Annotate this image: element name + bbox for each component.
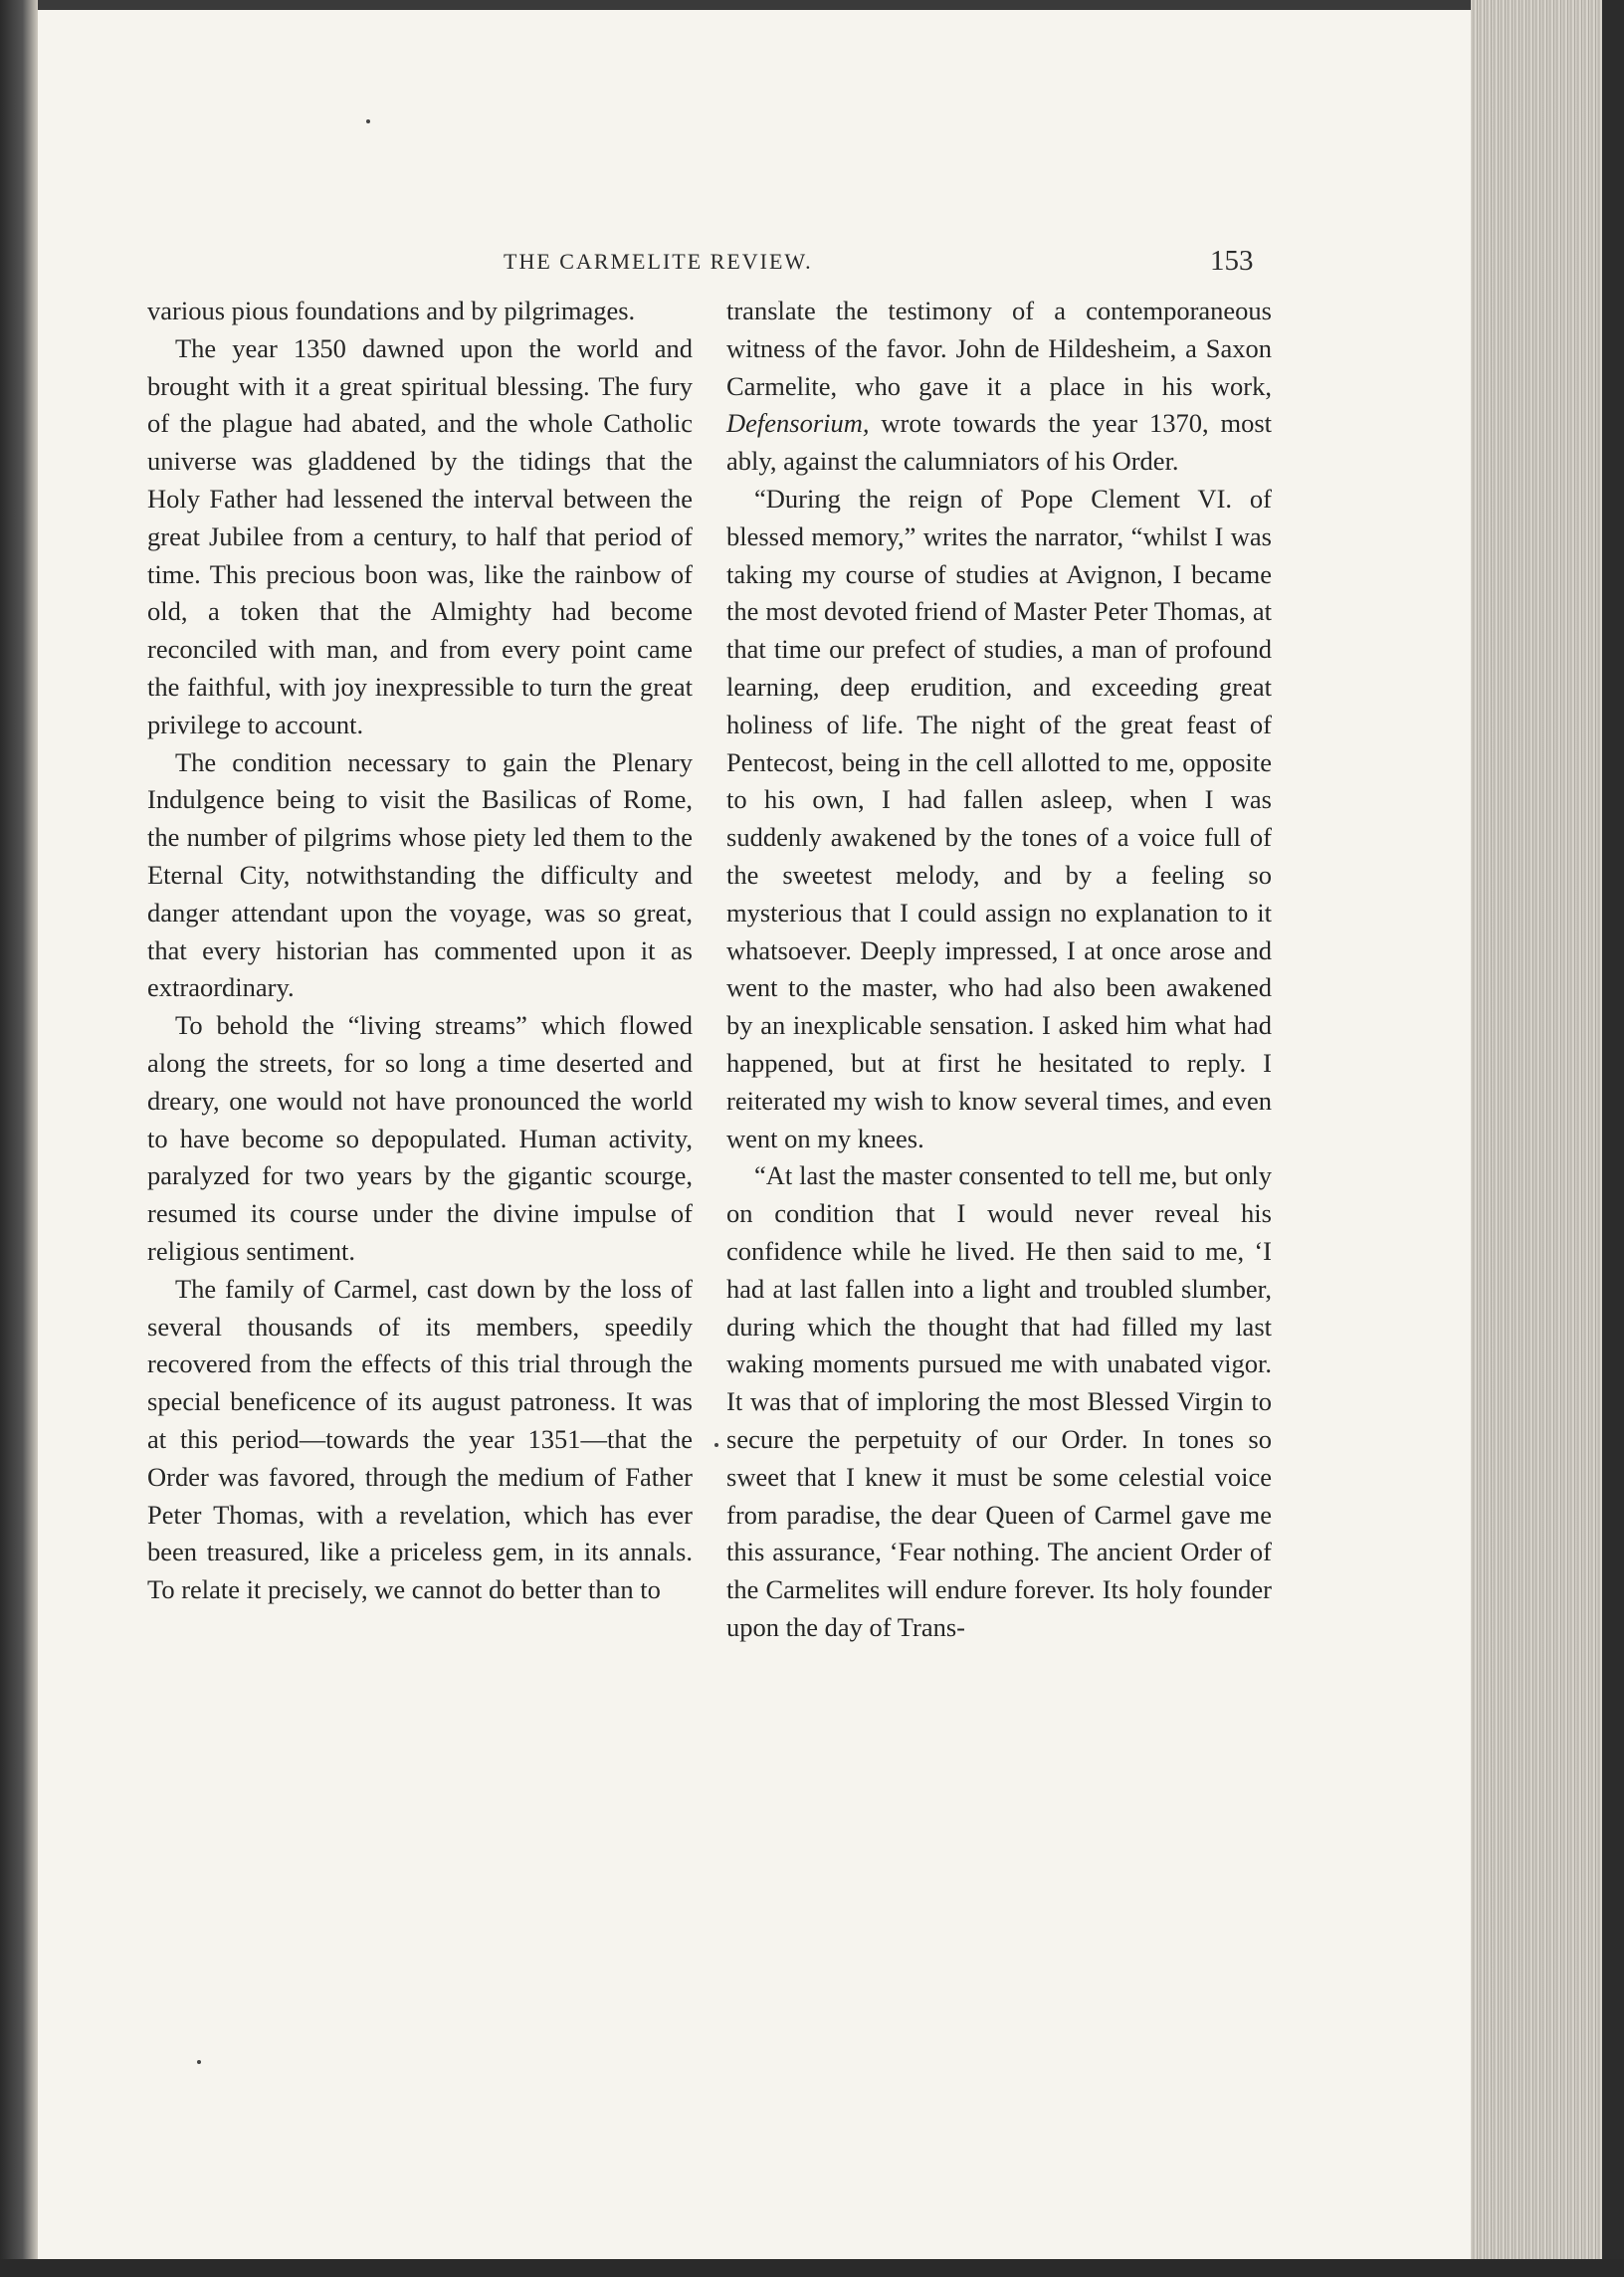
page-speck (197, 2060, 201, 2064)
paragraph: To behold the “living streams” which flowed along the streets, for so long a time deserted and dreary, one would not have pronounced the world to have become so depopulated. Human activity, paralyzed for two years by the gigantic scourge, resumed its course under the divine impulse of religious sentiment. (147, 1010, 693, 1266)
paragraph-text: wrote towards the year 1370, most ably, against the calumniators of his Order. (726, 408, 1272, 477)
paragraph: The condition necessary to gain the Plenary Indulgence being to visit the Basilicas of Rome, the number of pilgrims whose piety led them to the Eternal City, notwithstanding the difficulty and danger attendant upon the voyage, was so great, that every historian has commented upon it as extraordinary. (147, 746, 693, 1003)
paragraph-text: translate the testimony of a contemporaneous witness of the favor. John de Hildesheim, a Saxon Carmelite, who gave it a place in his work, (726, 296, 1272, 401)
paragraph (726, 293, 1272, 481)
scan-bottom-edge (0, 2259, 1624, 2277)
page-speck (366, 119, 370, 123)
paragraph: various pious foundations and by pilgrimages. (147, 296, 636, 325)
book-title: Defensorium, (726, 408, 870, 439)
page-number: 153 (1210, 245, 1254, 277)
paragraph: “At last the master consented to tell me, but only on condition that I would never reveal his confidence while he lived. He then said to me, ‘I had at last fallen into a light and troubled slumber, during which the thought that had filled my last waking moments pursued me with unabated vigor. It was that of imploring the most Blessed Virgin to secure the perpetuity of our Order. In tones so sweet that I knew it must be some celestial voice from paradise, the dear Queen of Carmel gave me this assurance, ‘Fear nothing. The ancient Order of the Carmelites will endure forever. Its holy founder upon the day of Trans- (726, 1160, 1272, 1642)
left-column (147, 293, 693, 1609)
book-gutter (0, 0, 38, 2277)
running-title: THE CARMELITE REVIEW. (504, 249, 813, 274)
right-column (726, 293, 1272, 1647)
paragraph: The family of Carmel, cast down by the loss of several thousands of its members, speedily recovered from the effects of this trial through the special beneficence of its august patroness. It was at this period—towards the year 1351—that the Order was favored, through the medium of Father Peter Thomas, with a revelation, which has ever been treasured, like a priceless gem, in its annals. To relate it precisely, we cannot do better than to (147, 1273, 693, 1605)
paragraph: “During the reign of Pope Clement VI. of blessed memory,” writes the narrator, “whilst I was taking my course of studies at Avignon, I became the most devoted friend of Master Peter Thomas, at that time our prefect of studies, a man of profound learning, deep erudition, and exceeding great holiness of life. The night of the great feast of Pentecost, being in the cell allotted to me, opposite to his own, I had fallen asleep, when I was suddenly awakened by the tones of a voice full of the sweetest melody, and by a feeling so mysterious that I could assign no explanation to it whatsoever. Deeply impressed, I at once arose and went to the master, who had also been awakened by an inexplicable sensation. I asked him what had happened, but at first he hesitated to reply. I reiterated my wish to know several times, and even went on my knees. (726, 483, 1272, 1153)
page-speck (714, 1443, 718, 1447)
paragraph: The year 1350 dawned upon the world and brought with it a great spiritual blessing. The fury of the plague had abated, and the whole Catholic universe was gladdened by the tidings that the Holy Father had lessened the interval between the great Jubilee from a century, to half that period of time. This precious boon was, like the rainbow of old, a token that the Almighty had become reconciled with man, and from every point came the faithful, with joy inexpressible to turn the great privilege to account. (147, 332, 693, 739)
page-fore-edge (1471, 0, 1624, 2277)
